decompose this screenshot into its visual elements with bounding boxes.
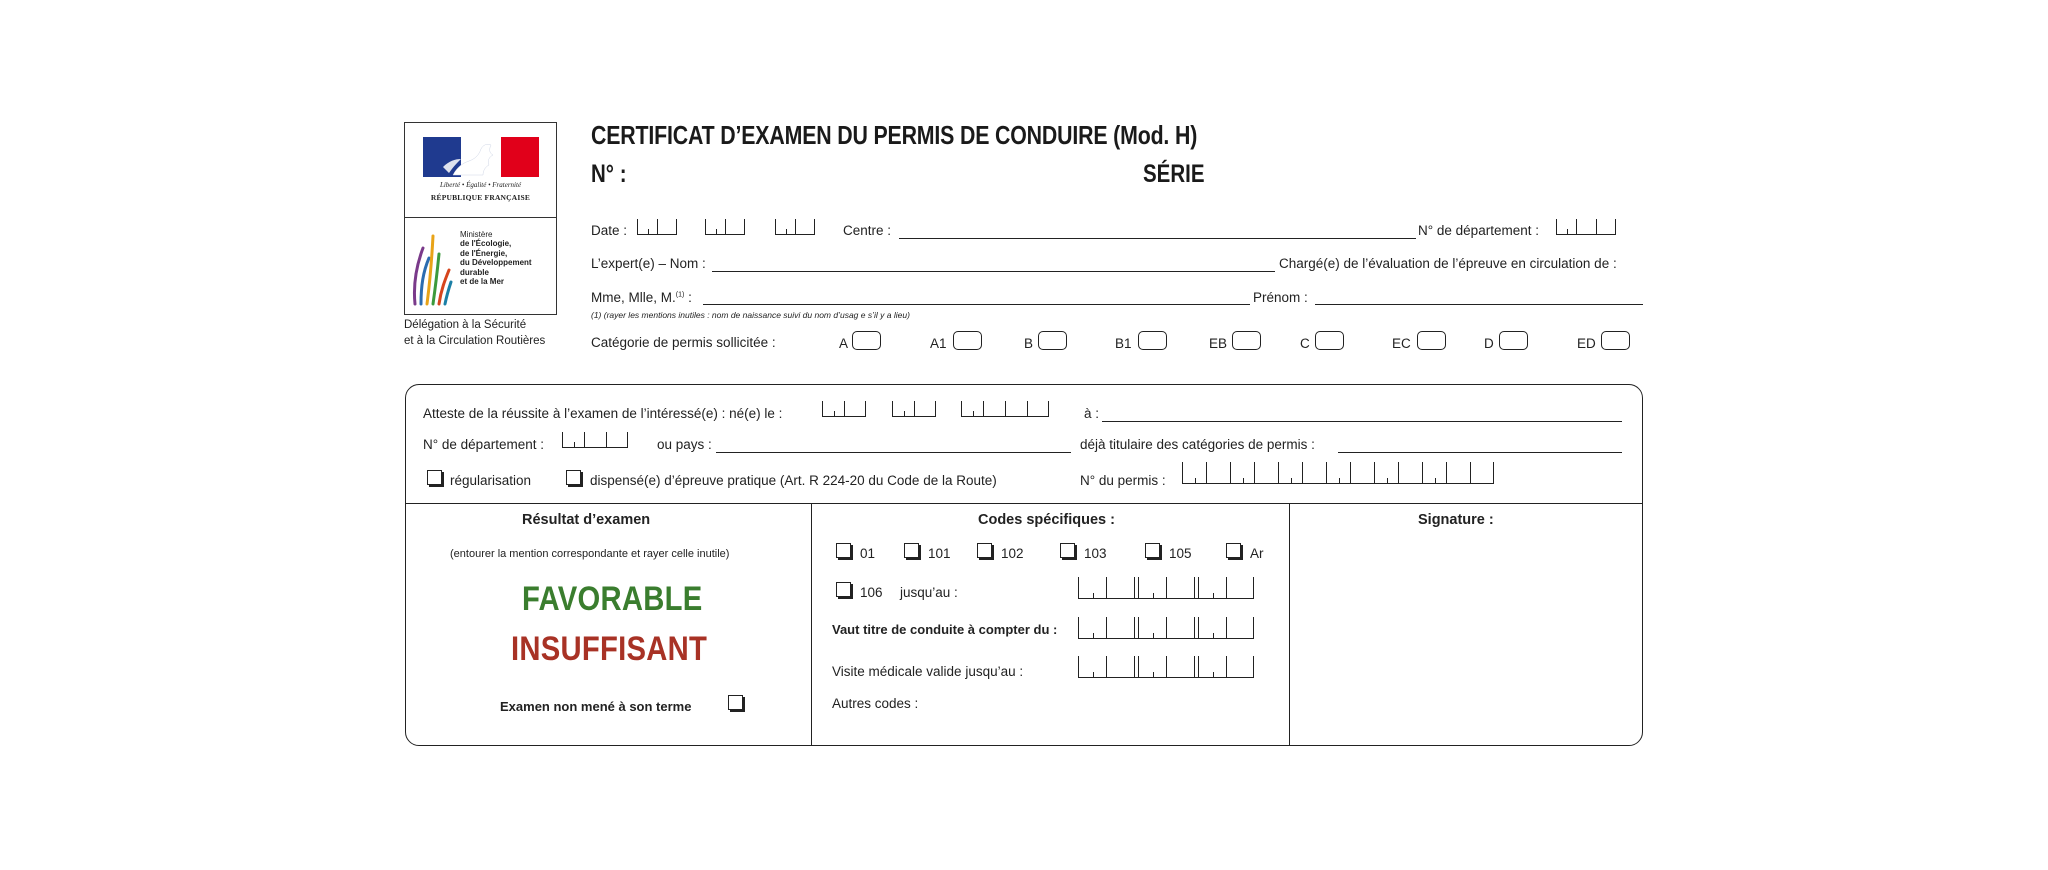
- category-eb-checkbox[interactable]: [1232, 331, 1261, 350]
- permis-number-field[interactable]: [1182, 462, 1494, 484]
- attest-dept-field[interactable]: [562, 432, 628, 448]
- category-d-checkbox[interactable]: [1499, 331, 1528, 350]
- date-label: Date :: [591, 223, 628, 238]
- category-a1-label: A1: [930, 336, 947, 351]
- code-ar-label: Ar: [1250, 546, 1264, 561]
- ministry-name: Ministère de l'Écologie, de l'Énergie, du Développement durable et de la Mer: [460, 230, 532, 287]
- category-ed-label: ED: [1577, 336, 1596, 351]
- ministry-brushstrokes-icon: [409, 224, 453, 308]
- expert-label: L’expert(e) – Nom :: [591, 256, 706, 271]
- certificate-number-label: N° :: [591, 160, 627, 188]
- category-ec-checkbox[interactable]: [1417, 331, 1446, 350]
- document-title: CERTIFICAT D’EXAMEN DU PERMIS DE CONDUIRE (Mod. H): [591, 120, 1198, 150]
- category-a-checkbox[interactable]: [852, 331, 881, 350]
- category-label: Catégorie de permis sollicitée :: [591, 335, 776, 350]
- date-month-field[interactable]: [705, 219, 745, 235]
- pays-label: ou pays :: [657, 437, 712, 452]
- code-103-checkbox[interactable]: [1060, 543, 1075, 558]
- code-01-checkbox[interactable]: [836, 543, 851, 558]
- category-c-label: C: [1300, 336, 1310, 351]
- rf-motto: Liberté • Égalité • Fraternité: [439, 181, 522, 189]
- republique-francaise-logo: [404, 122, 557, 218]
- attest-label: Atteste de la réussite à l’examen de l’intéressé(e) : né(e) le :: [423, 406, 783, 421]
- non-mene-label: Examen non mené à son terme: [500, 699, 692, 714]
- regularisation-label: régularisation: [450, 473, 532, 488]
- code-106-date-field[interactable]: [1078, 577, 1254, 599]
- code-106-label: 106: [860, 585, 883, 600]
- insuffisant-option[interactable]: INSUFFISANT: [511, 630, 708, 668]
- autres-codes-label: Autres codes :: [832, 696, 919, 711]
- code-103-label: 103: [1084, 546, 1107, 561]
- codes-heading: Codes spécifiques :: [978, 512, 1115, 528]
- department-label: N° de département :: [1418, 223, 1539, 238]
- code-106-checkbox[interactable]: [836, 582, 851, 597]
- marianne-flag-icon: [423, 137, 539, 177]
- rf-name: RÉPUBLIQUE FRANÇAISE: [430, 193, 531, 202]
- attest-dept-label: N° de département :: [423, 437, 544, 452]
- permis-number-label: N° du permis :: [1080, 473, 1166, 488]
- category-c-checkbox[interactable]: [1315, 331, 1344, 350]
- box-divider-horizontal: [405, 503, 1643, 504]
- signature-area[interactable]: [1292, 535, 1640, 743]
- code-105-label: 105: [1169, 546, 1192, 561]
- code-101-checkbox[interactable]: [904, 543, 919, 558]
- department-field[interactable]: [1556, 219, 1616, 235]
- category-b-label: B: [1024, 336, 1034, 351]
- birth-year-field[interactable]: [961, 401, 1049, 417]
- visite-date-field[interactable]: [1078, 656, 1254, 678]
- date-year-field[interactable]: [775, 219, 815, 235]
- expert-name-field[interactable]: [712, 271, 1275, 272]
- vaut-titre-label: Vaut titre de conduite à compter du :: [832, 622, 1058, 637]
- civility-name-field[interactable]: [703, 304, 1250, 305]
- titulaire-label: déjà titulaire des catégories de permis :: [1080, 437, 1315, 452]
- category-a1-checkbox[interactable]: [953, 331, 982, 350]
- pays-field[interactable]: [716, 452, 1071, 453]
- code-102-label: 102: [1001, 546, 1024, 561]
- ministry-logo: [404, 218, 557, 315]
- civility-note: (1) (rayer les mentions inutiles : nom de naissance suivi du nom d’usag e s’il y a lieu): [591, 310, 910, 320]
- result-heading: Résultat d’examen: [522, 512, 651, 528]
- civility-label: Mme, Mlle, M.$^{(1)}$ :: [591, 290, 692, 305]
- code-101-label: 101: [928, 546, 951, 561]
- delegation-label: Délégation à la Sécurité et à la Circulation Routières: [404, 319, 546, 347]
- charge-label: Chargé(e) de l’évaluation de l’épreuve en circulation de :: [1279, 256, 1617, 271]
- box-divider-right: [1289, 503, 1290, 746]
- jusquau-label: jusqu’au :: [900, 585, 958, 600]
- dispense-checkbox[interactable]: [566, 470, 581, 485]
- prenom-field[interactable]: [1315, 304, 1643, 305]
- favorable-option[interactable]: FAVORABLE: [522, 580, 703, 618]
- code-102-checkbox[interactable]: [977, 543, 992, 558]
- date-day-field[interactable]: [637, 219, 677, 235]
- birth-month-field[interactable]: [892, 401, 936, 417]
- series-label: SÉRIE: [1143, 160, 1205, 188]
- category-ec-label: EC: [1392, 336, 1411, 351]
- category-a-label: A: [839, 336, 849, 351]
- titulaire-field[interactable]: [1338, 452, 1622, 453]
- centre-label: Centre :: [843, 223, 892, 238]
- category-d-label: D: [1484, 336, 1494, 351]
- vaut-titre-date-field[interactable]: [1078, 617, 1254, 639]
- code-105-checkbox[interactable]: [1145, 543, 1160, 558]
- non-mene-checkbox[interactable]: [728, 695, 743, 710]
- category-b-checkbox[interactable]: [1038, 331, 1067, 350]
- regularisation-checkbox[interactable]: [427, 470, 442, 485]
- code-ar-checkbox[interactable]: [1226, 543, 1241, 558]
- signature-heading: Signature :: [1418, 512, 1494, 528]
- box-divider-left: [811, 503, 812, 746]
- birthplace-label: à :: [1084, 406, 1100, 421]
- dispense-label: dispensé(e) d’épreuve pratique (Art. R 224-20 du Code de la Route): [590, 473, 997, 488]
- birth-day-field[interactable]: [822, 401, 866, 417]
- visite-label: Visite médicale valide jusqu’au :: [832, 664, 1024, 679]
- result-instruction: (entourer la mention correspondante et rayer celle inutile): [450, 548, 730, 560]
- code-01-label: 01: [860, 546, 876, 561]
- centre-field[interactable]: [899, 238, 1416, 239]
- category-ed-checkbox[interactable]: [1601, 331, 1630, 350]
- category-b1-checkbox[interactable]: [1138, 331, 1167, 350]
- category-b1-label: B1: [1115, 336, 1132, 351]
- category-eb-label: EB: [1209, 336, 1228, 351]
- birthplace-field[interactable]: [1102, 421, 1622, 422]
- prenom-label: Prénom :: [1253, 290, 1308, 305]
